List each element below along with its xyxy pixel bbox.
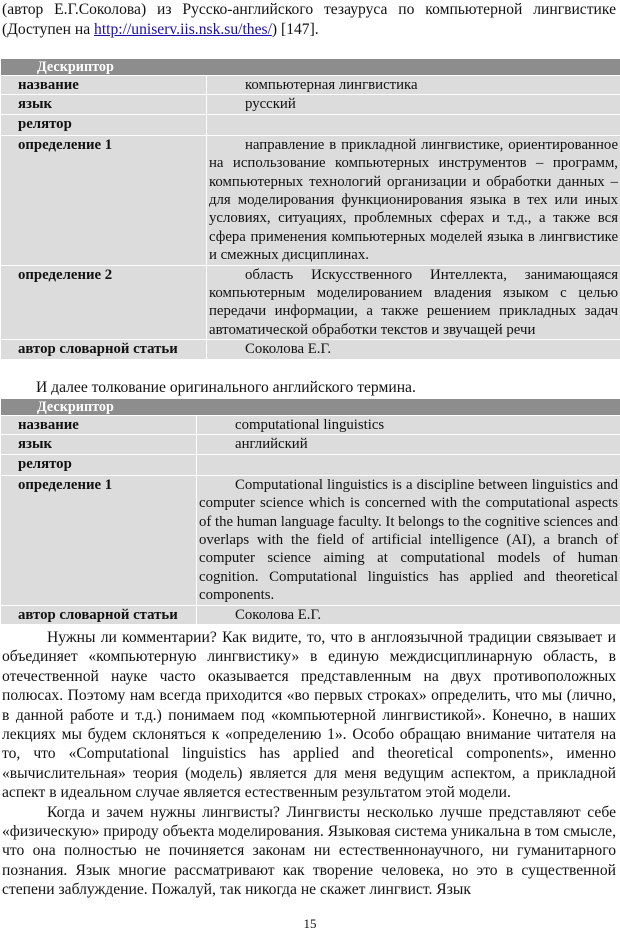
page-number: 15 xyxy=(303,916,317,931)
table-row xyxy=(1,95,620,114)
table-row xyxy=(1,135,620,265)
table-header: Дескриптор xyxy=(1,59,620,76)
row-label: определение 1 xyxy=(1,475,197,605)
row-value: область Искусственного Интеллекта, занимающаяся компьютерным моделированием владения языком с целью передачи информации, а также решением прикладных задач автоматической обработки текстов и звучащей речи xyxy=(207,265,620,340)
row-value: Computational linguistics is a discipline between linguistics and computer science which is concerned with the computational aspects of the human language faculty. It belongs to the cognitive sciences and overlaps with the field of artificial intelligence (AI), a branch of computer science aiming at computational models of human cognition. Computational linguistics has applied and theoretical components. xyxy=(197,475,620,605)
row-value: направление в прикладной лингвистике, ориентированное на использование компьютерных инструментов – программ, компьютерных технологий организации и обработки данных – для моделирования функционирования языка в тех или иных условиях, ситуациях, проблемных сферах и т.д., а также вся сфера применения компьютерных моделей языка в лингвистике и смежных дисциплинах. xyxy=(207,135,620,265)
row-label: название xyxy=(1,76,207,95)
table-row xyxy=(1,76,620,95)
row-label: автор словарной статьи xyxy=(1,605,197,624)
table-row xyxy=(1,265,620,340)
row-value: Соколова Е.Г. xyxy=(207,340,620,359)
table-header: Дескриптор xyxy=(1,399,620,416)
row-value xyxy=(207,114,620,135)
table-row xyxy=(1,416,620,435)
row-label: определение 1 xyxy=(1,135,207,265)
row-label: определение 2 xyxy=(1,265,207,340)
descriptor-table-english xyxy=(0,398,620,625)
paragraph: Нужны ли комментарии? Как видите, то, что в англоязычной традиции связывает и объединяет «компьютерную лингвистику» в единую междисциплинарную область, в отечественной науке часто оказывается представленным на двух противоположных полюсах. Поэтому нам всегда приходится «во первых строках» определить, что мы (лично, в данной работе и т.д.) понимаем под «компьютерной лингвистикой». Конечно, в наших лекциях мы будем склоняться к «определению 1». Особо обращаю внимание читателя на то, что «Computational linguistics has applied and theoretical components», именно «вычислительная» теория (модель) является для меня ведущим аспектом, а прикладной аспект в идеальном случае является естественным результатом этой модели. xyxy=(2,629,616,802)
intro-text-before: (автор Е.Г.Соколова) из Русско-английского тезауруса по компьютерной лингвистике (Доступен на xyxy=(2,1,616,38)
row-label: язык xyxy=(1,435,197,454)
table-row xyxy=(1,340,620,359)
descriptor-table-russian xyxy=(0,58,620,360)
row-value: computational linguistics xyxy=(197,416,620,435)
row-value: компьютерная лингвистика xyxy=(207,76,620,95)
row-value: Соколова Е.Г. xyxy=(197,605,620,624)
row-value xyxy=(197,454,620,475)
row-label: релятор xyxy=(1,454,197,475)
body-text xyxy=(2,628,616,900)
intro-text-after: ) [147]. xyxy=(271,21,319,38)
paragraph: Когда и зачем нужны лингвисты? Лингвисты несколько лучше представляют себе «физическую» природу объекта моделирования. Языковая система уникальна в том смысле, что она полностью не починяется законам ни естественнонаучного, ни гуманитарного познания. Язык многие рассматривают как творение человека, но это в существенной степени заблуждение. Пожалуй, так никогда не скажет лингвист. Язык xyxy=(2,803,616,899)
row-value: английский xyxy=(197,435,620,454)
table-row xyxy=(1,435,620,454)
row-value: русский xyxy=(207,95,620,114)
row-label: язык xyxy=(1,95,207,114)
row-label: релятор xyxy=(1,114,207,135)
table-row xyxy=(1,114,620,135)
table-row xyxy=(1,454,620,475)
row-label: автор словарной статьи xyxy=(1,340,207,359)
table-row xyxy=(1,605,620,624)
table-row xyxy=(1,475,620,605)
row-label: название xyxy=(1,416,197,435)
intro-paragraph xyxy=(2,0,616,40)
thesaurus-link[interactable]: http://uniserv.iis.nsk.su/thes/ xyxy=(94,21,272,38)
between-text: И далее толкование оригинального английского термина. xyxy=(36,379,416,396)
